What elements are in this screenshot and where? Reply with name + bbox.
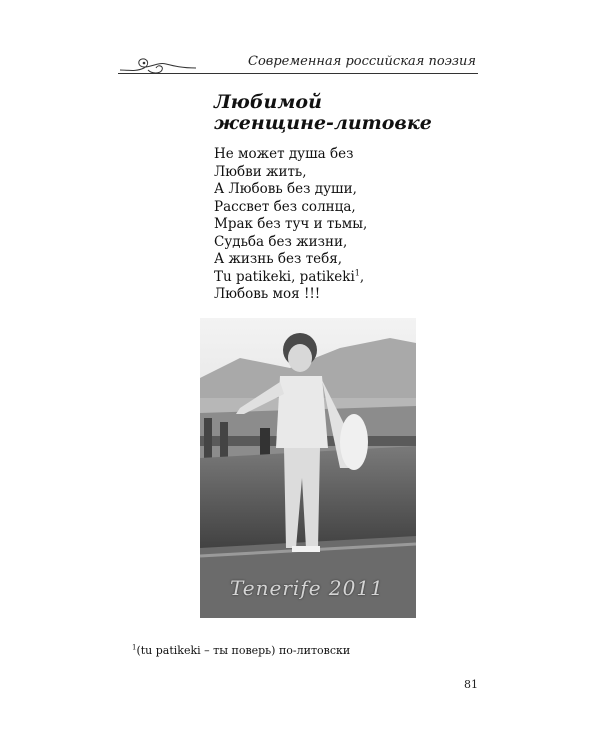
- photograph: [200, 318, 416, 618]
- poem-line: Любовь моя !!!: [214, 286, 321, 302]
- page-number: 81: [464, 678, 478, 691]
- header-rule: [118, 73, 478, 74]
- photo-watermark: Tenerife 2011: [230, 576, 384, 600]
- poem-line: Не может душа без: [214, 146, 354, 162]
- footnote: [132, 644, 350, 657]
- poem-line-punctuation: ,: [359, 268, 365, 285]
- photo-scene: [200, 318, 416, 618]
- footnote-marker: 1: [132, 643, 137, 652]
- poem-line: Рассвет без солнца,: [214, 198, 356, 215]
- poem-line-text: Tu patikeki, patikeki: [214, 268, 355, 285]
- poem-line: Судьба без жизни,: [214, 233, 348, 250]
- poem-body: [214, 146, 514, 304]
- poem-line: А Любовь без души,: [214, 181, 357, 197]
- poem-line: [214, 269, 514, 287]
- footnote-text: (tu patikeki – ты поверь) по-литовски: [136, 644, 351, 657]
- poem-title: [214, 92, 514, 134]
- poem-title-line: женщине-литовке: [214, 112, 432, 134]
- poem-line: Любви жить,: [214, 163, 307, 180]
- poem-title-line: Любимой: [214, 91, 322, 113]
- footnote-marker: 1: [354, 268, 360, 277]
- running-title: Современная российская поэзия: [248, 54, 476, 69]
- poem-line: А жизнь без тебя,: [214, 251, 343, 267]
- poem-line: Мрак без туч и тьмы,: [214, 216, 368, 232]
